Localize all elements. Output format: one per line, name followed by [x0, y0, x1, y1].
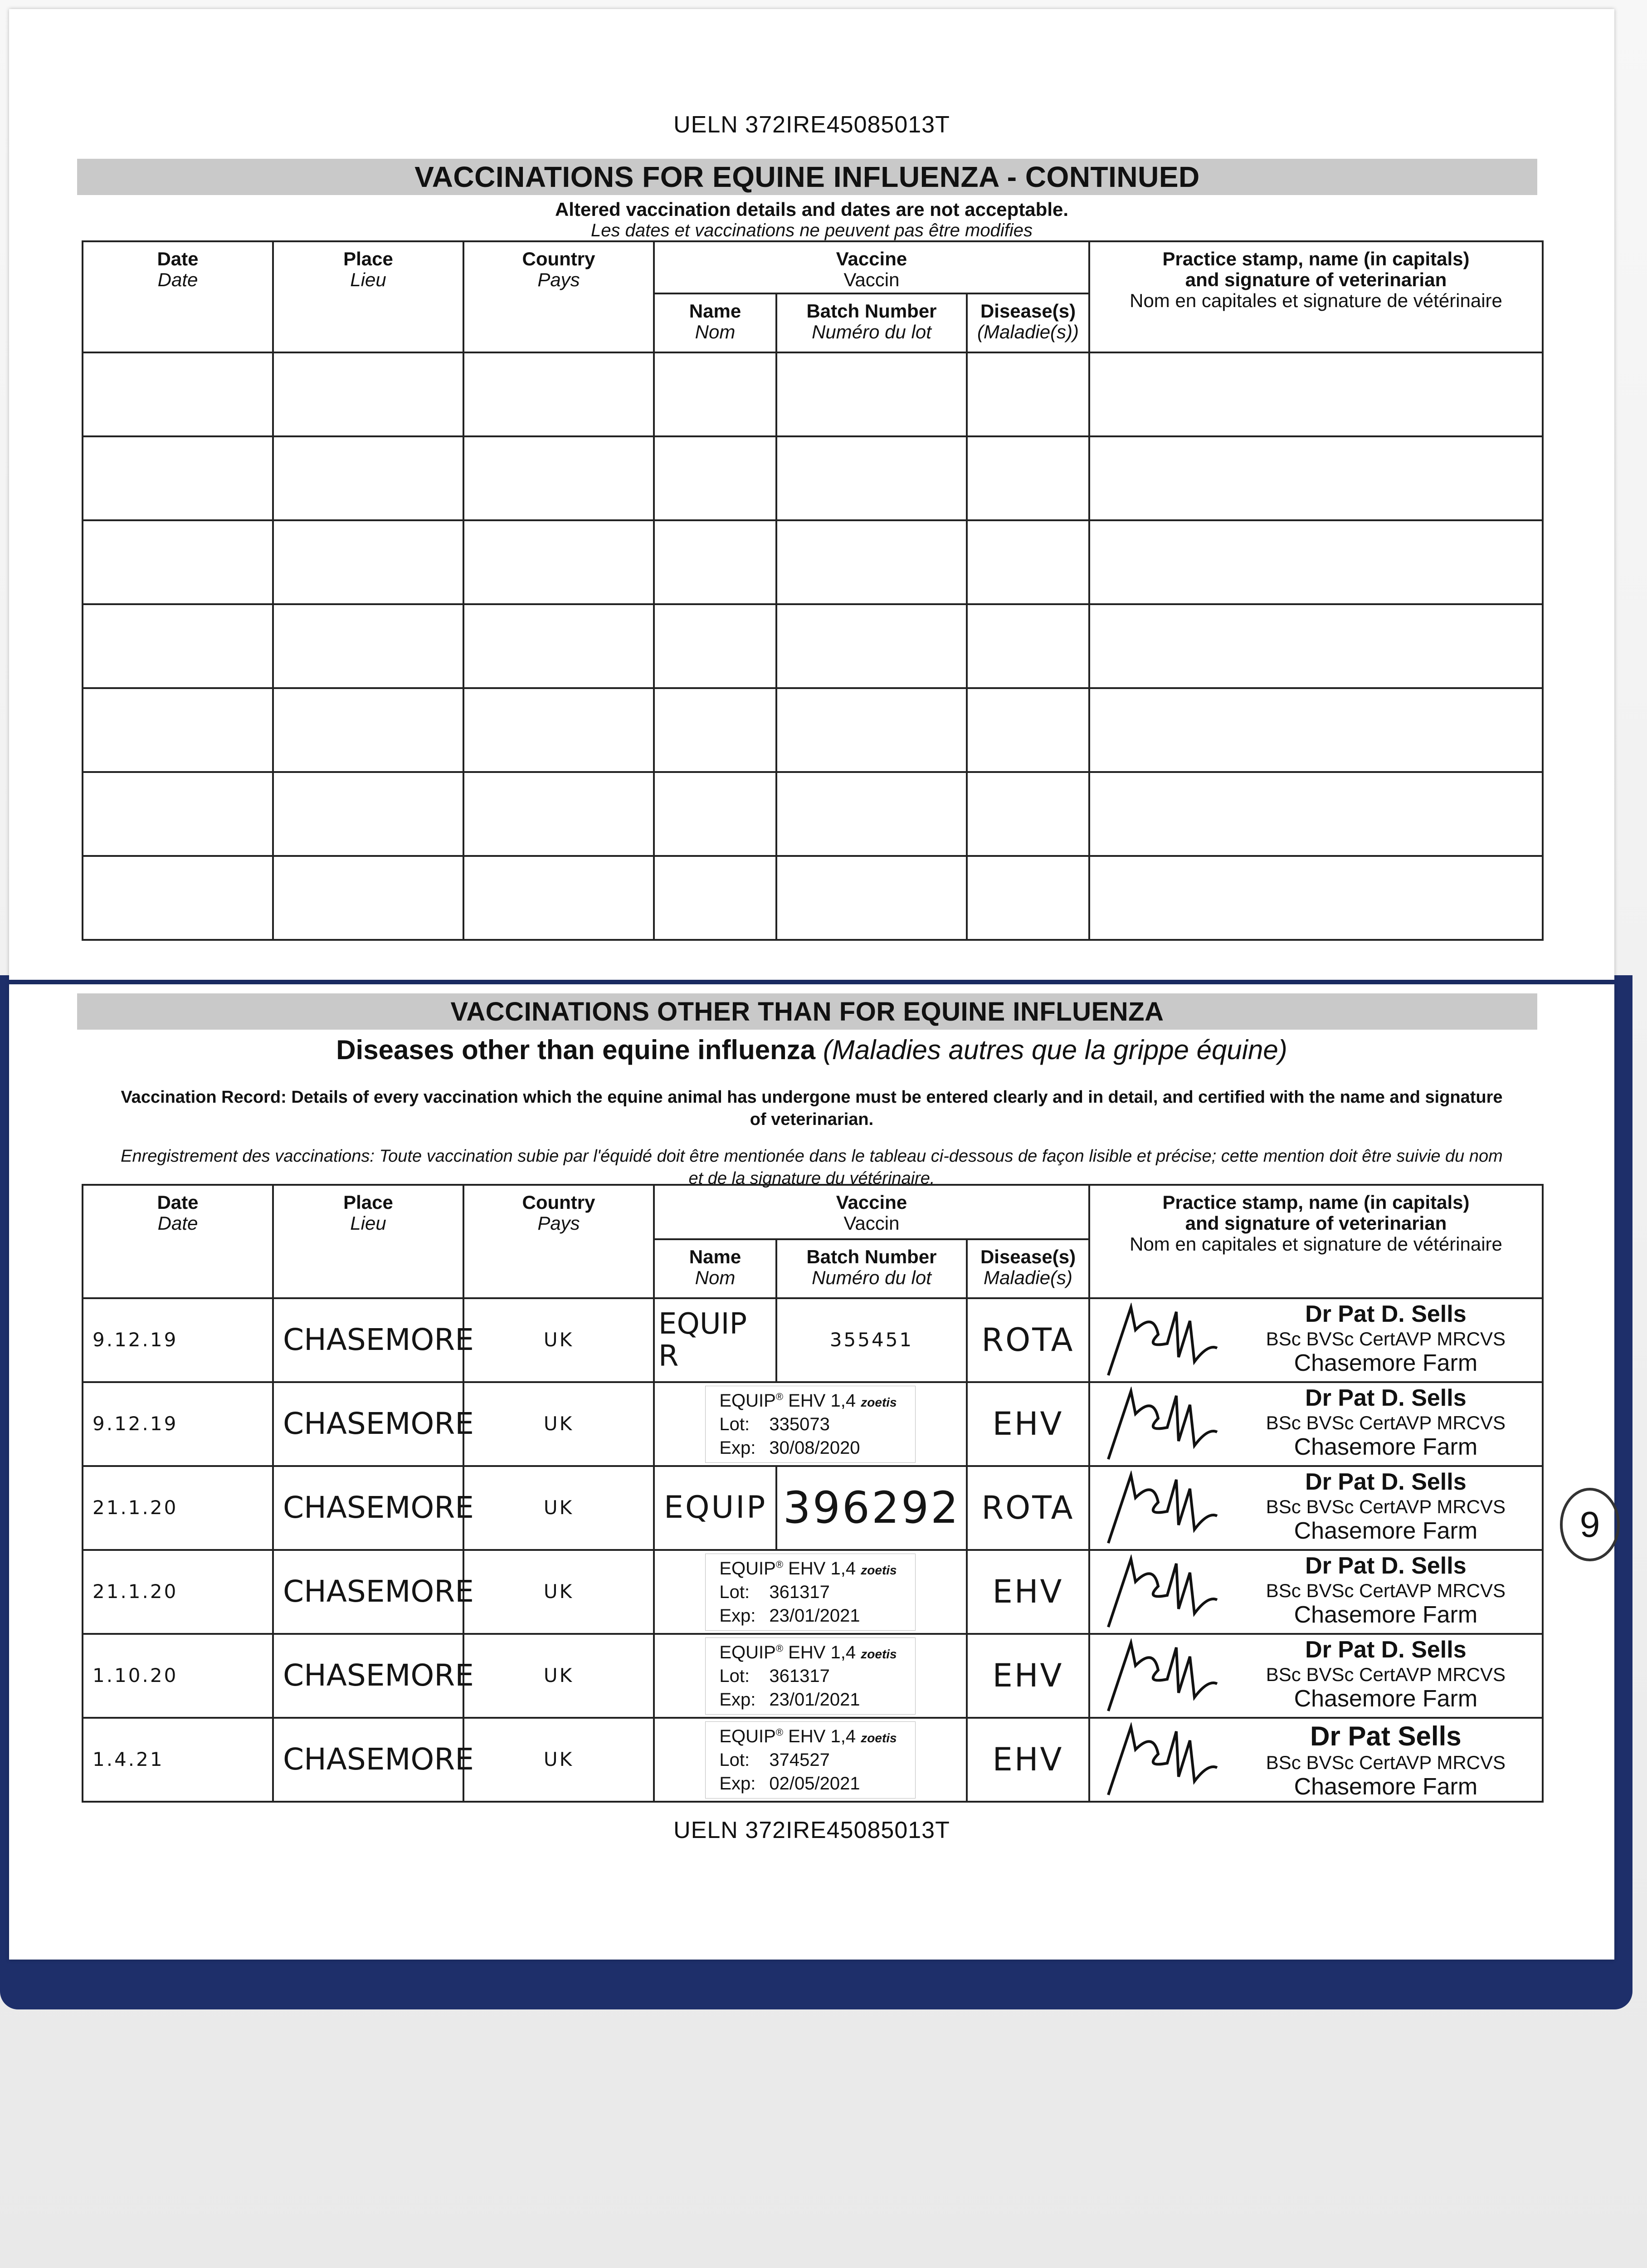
vet-quals: BSc BVSc CertAVP MRCVS: [1266, 1412, 1506, 1433]
table-row: [83, 1550, 1543, 1634]
page-equine-influenza: [9, 9, 1614, 980]
cell-disease: ROTA: [967, 1298, 1089, 1382]
table-row: [83, 604, 1543, 688]
vet-name: Dr Pat Sells: [1310, 1721, 1462, 1751]
cell-place: CHASEMORE: [273, 1382, 463, 1466]
cell-vaccine-label: [654, 1550, 967, 1634]
cell-batch: 396292: [776, 1466, 967, 1550]
cell-country: UK: [463, 1382, 654, 1466]
vet-farm: Chasemore Farm: [1294, 1602, 1478, 1628]
page-number-marker: 9: [1560, 1488, 1620, 1561]
vaccine-sticker: EQUIP® EHV 1,4 zoetis Lot: 374527 Exp: 02/05/2021: [705, 1721, 915, 1799]
cell-date: 1.4.21: [83, 1718, 273, 1802]
cell-disease: EHV: [967, 1550, 1089, 1634]
signature: [1099, 1471, 1226, 1548]
sticker-exp: 02/05/2021: [769, 1773, 860, 1794]
notice-en: Altered vaccination details and dates are not acceptable.: [555, 199, 1069, 220]
section-title: VACCINATIONS OTHER THAN FOR EQUINE INFLUENZA: [450, 997, 1164, 1026]
cell-date: 9.12.19: [83, 1382, 273, 1466]
vet-name: Dr Pat D. Sells: [1305, 1469, 1467, 1495]
table-row: [83, 1382, 1543, 1466]
signature: [1099, 1638, 1226, 1716]
col-vaccine: Vaccine Vaccin: [654, 1185, 1089, 1239]
vet-name: Dr Pat D. Sells: [1305, 1301, 1467, 1327]
vet-quals: BSc BVSc CertAVP MRCVS: [1266, 1579, 1506, 1601]
cell-disease: EHV: [967, 1718, 1089, 1802]
sticker-lot: 361317: [769, 1666, 830, 1686]
table-row: [83, 856, 1543, 940]
other-vaccinations-table: [82, 1184, 1544, 1803]
cell-country: UK: [463, 1466, 654, 1550]
col-country: Country Pays: [463, 1185, 654, 1298]
cell-country: UK: [463, 1718, 654, 1802]
vet-name: Dr Pat D. Sells: [1305, 1637, 1467, 1663]
cell-vaccine-label: [654, 1634, 967, 1718]
col-date: Date Date: [83, 1185, 273, 1298]
vet-quals: BSc BVSc CertAVP MRCVS: [1266, 1496, 1506, 1517]
cell-vet-stamp: [1089, 1298, 1543, 1382]
section-band: [77, 993, 1537, 1030]
cell-vet-stamp: [1089, 1466, 1543, 1550]
col-disease: Disease(s) Maladie(s): [967, 1239, 1089, 1298]
page-other-vaccinations: [9, 984, 1614, 1960]
cell-place: CHASEMORE: [273, 1550, 463, 1634]
vaccine-sticker: EQUIP® EHV 1,4 zoetis Lot: 335073 Exp: 30/08/2020: [705, 1386, 915, 1463]
sticker-lot: 374527: [769, 1750, 830, 1770]
col-disease: Disease(s) (Maladie(s)): [967, 293, 1089, 352]
cell-vaccine-label: [654, 1718, 967, 1802]
vet-farm: Chasemore Farm: [1294, 1774, 1478, 1800]
table-row: [83, 520, 1543, 604]
section-subtitle: Diseases other than equine influenza (Maladies autres que la grippe équine): [336, 1035, 1287, 1065]
table-row: [83, 688, 1543, 772]
vaccine-sticker: EQUIP® EHV 1,4 zoetis Lot: 361317 Exp: 23/01/2021: [705, 1637, 915, 1715]
col-stamp: Practice stamp, name (in capitals) and signature of veterinarian Nom en capitales et signature de vétérinaire: [1089, 1185, 1543, 1298]
cell-vaccine-label: [654, 1382, 967, 1466]
table-row: [83, 436, 1543, 520]
table-row: [83, 1634, 1543, 1718]
cell-place: CHASEMORE: [273, 1466, 463, 1550]
cell-disease: EHV: [967, 1382, 1089, 1466]
vet-farm: Chasemore Farm: [1294, 1686, 1478, 1712]
notice-fr: Les dates et vaccinations ne peuvent pas être modifies: [591, 220, 1033, 240]
sticker-exp: 23/01/2021: [769, 1689, 860, 1710]
signature: [1099, 1722, 1226, 1799]
sticker-lot: 361317: [769, 1582, 830, 1602]
cell-country: UK: [463, 1298, 654, 1382]
table-row: [83, 1718, 1543, 1802]
section-band: [77, 159, 1537, 195]
col-stamp: Practice stamp, name (in capitals) and signature of veterinarian Nom en capitales et signature de vétérinaire: [1089, 241, 1543, 352]
cell-disease: ROTA: [967, 1466, 1089, 1550]
cell-date: 1.10.20: [83, 1634, 273, 1718]
record-en: Vaccination Record: Details of every vaccination which the equine animal has undergone must be entered clearly and in detail, and certified with the name and signature of veterinarian.: [121, 1088, 1503, 1129]
cell-country: UK: [463, 1550, 654, 1634]
ueln-number-bottom: UELN 372IRE45085013T: [673, 1817, 950, 1843]
cell-place: CHASEMORE: [273, 1298, 463, 1382]
col-vaccine: Vaccine Vaccin: [654, 241, 1089, 293]
cell-vet-stamp: [1089, 1382, 1543, 1466]
signature: [1099, 1303, 1226, 1380]
cell-place: CHASEMORE: [273, 1634, 463, 1718]
table-row: [83, 772, 1543, 856]
cell-country: UK: [463, 1634, 654, 1718]
record-fr: Enregistrement des vaccinations: Toute vaccination subie par l'équidé doit être mentionée dans le tableau ci-dessous de façon lisible et précise; cette mention doit être suivie du nom et de la signature du vétérinaire.: [121, 1147, 1503, 1188]
cell-place: CHASEMORE: [273, 1718, 463, 1802]
cell-vet-stamp: [1089, 1634, 1543, 1718]
cell-vaccine-name: EQUIP R: [654, 1298, 776, 1382]
col-batch: Batch Number Numéro du lot: [776, 293, 967, 352]
vaccine-sticker: EQUIP® EHV 1,4 zoetis Lot: 361317 Exp: 23/01/2021: [705, 1554, 915, 1631]
cell-date: 21.1.20: [83, 1550, 273, 1634]
col-batch: Batch Number Numéro du lot: [776, 1239, 967, 1298]
cell-batch: 355451: [776, 1298, 967, 1382]
vet-farm: Chasemore Farm: [1294, 1434, 1478, 1461]
col-date: Date Date: [83, 241, 273, 352]
sticker-exp: 23/01/2021: [769, 1605, 860, 1626]
cell-disease: EHV: [967, 1634, 1089, 1718]
section-title: VACCINATIONS FOR EQUINE INFLUENZA - CONTINUED: [414, 161, 1200, 193]
signature: [1099, 1554, 1226, 1632]
cell-vet-stamp: [1089, 1550, 1543, 1634]
col-name: Name Nom: [654, 1239, 776, 1298]
signature: [1099, 1387, 1226, 1464]
vet-quals: BSc BVSc CertAVP MRCVS: [1266, 1328, 1506, 1349]
table-row: [83, 1298, 1543, 1382]
vet-farm: Chasemore Farm: [1294, 1518, 1478, 1545]
vet-quals: BSc BVSc CertAVP MRCVS: [1266, 1752, 1506, 1773]
vet-quals: BSc BVSc CertAVP MRCVS: [1266, 1663, 1506, 1685]
col-name: Name Nom: [654, 293, 776, 352]
table-row: [83, 352, 1543, 436]
col-place: Place Lieu: [273, 1185, 463, 1298]
table-row: [83, 1466, 1543, 1550]
sticker-lot: 335073: [769, 1414, 830, 1434]
sticker-exp: 30/08/2020: [769, 1437, 860, 1458]
influenza-table: [82, 240, 1544, 941]
vet-name: Dr Pat D. Sells: [1305, 1385, 1467, 1411]
vet-farm: Chasemore Farm: [1294, 1350, 1478, 1377]
cell-date: 9.12.19: [83, 1298, 273, 1382]
cell-vaccine-name: EQUIP: [654, 1466, 776, 1550]
cell-date: 21.1.20: [83, 1466, 273, 1550]
col-country: Country Pays: [463, 241, 654, 352]
vet-name: Dr Pat D. Sells: [1305, 1553, 1467, 1579]
col-place: Place Lieu: [273, 241, 463, 352]
ueln-number: UELN 372IRE45085013T: [673, 112, 950, 138]
cell-vet-stamp: [1089, 1718, 1543, 1802]
